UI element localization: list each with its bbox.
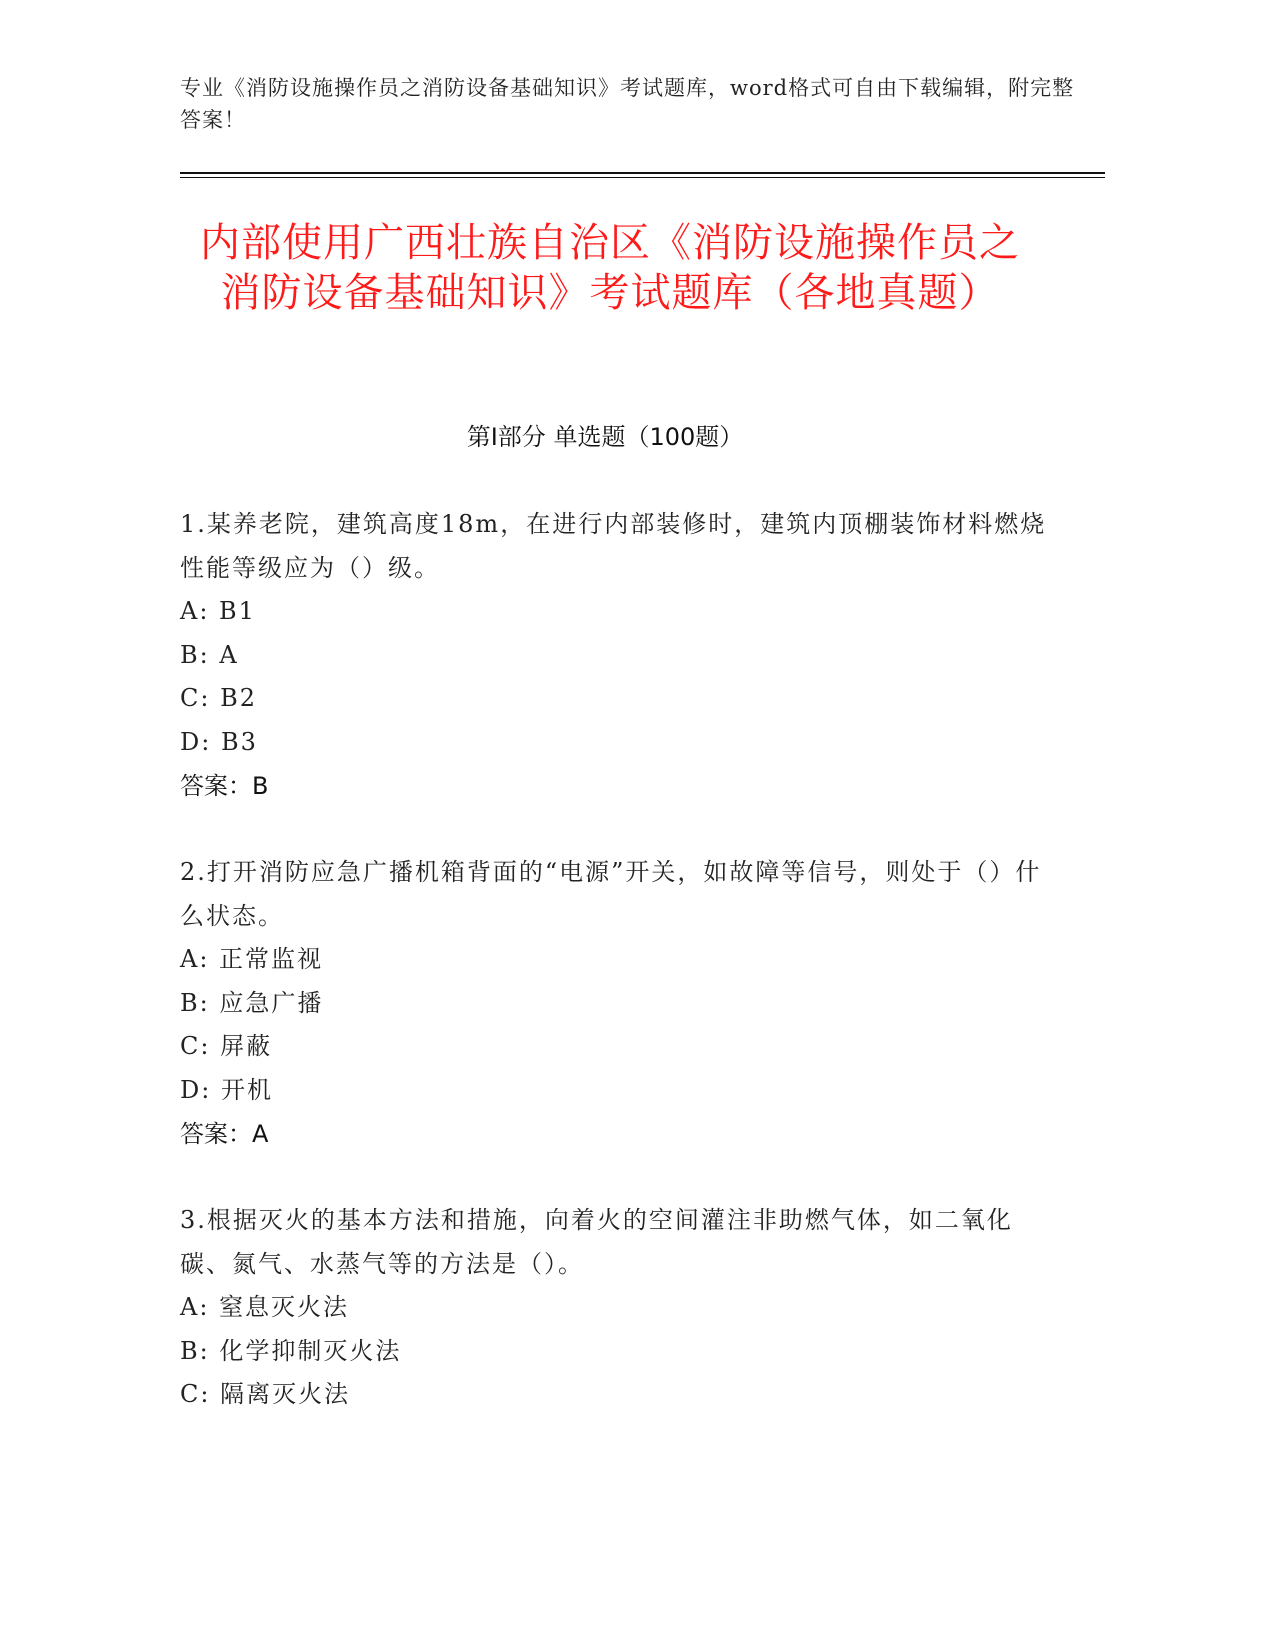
header-divider-thick <box>180 172 1105 174</box>
question-1 <box>180 502 1060 808</box>
answer: 答案：A <box>180 1120 269 1148</box>
option-c: C: B2 <box>180 684 257 712</box>
question-3 <box>180 1198 1060 1417</box>
header-divider-thin <box>180 177 1105 178</box>
option-a: A: 正常监视 <box>180 945 324 973</box>
question-2 <box>180 850 1060 1156</box>
option-d: D: 开机 <box>180 1075 273 1104</box>
question-stem: 3.根据灭火的基本方法和措施，向着火的空间灌注非助燃气体，如二氧化碳、氮气、水蒸气等的方法是（）。 <box>180 1206 1013 1278</box>
option-a: A: 窒息灭火法 <box>180 1293 350 1321</box>
header-note: 专业《消防设施操作员之消防设备基础知识》考试题库，word格式可自由下载编辑，附完整答案！ <box>180 76 1075 132</box>
option-b: B: A <box>180 640 239 669</box>
option-d: D: B3 <box>180 727 258 756</box>
question-stem: 1.某养老院，建筑高度18m，在进行内部装修时，建筑内顶棚装饰材料燃烧性能等级应为（）级。 <box>180 510 1047 582</box>
document-title: 内部使用广西壮族自治区《消防设施操作员之消防设备基础知识》考试题库（各地真题） <box>200 220 1020 316</box>
option-c: C: 屏蔽 <box>180 1032 273 1060</box>
answer: 答案：B <box>180 772 269 800</box>
option-a: A: B1 <box>180 597 256 625</box>
option-b: B: 应急广播 <box>180 988 324 1017</box>
section-title: 第I部分 单选题（100题） <box>466 423 744 451</box>
option-b: B: 化学抑制灭火法 <box>180 1336 402 1365</box>
option-c: C: 隔离灭火法 <box>180 1380 351 1408</box>
question-stem: 2.打开消防应急广播机箱背面的“电源”开关，如故障等信号，则处于（）什么状态。 <box>180 858 1042 930</box>
